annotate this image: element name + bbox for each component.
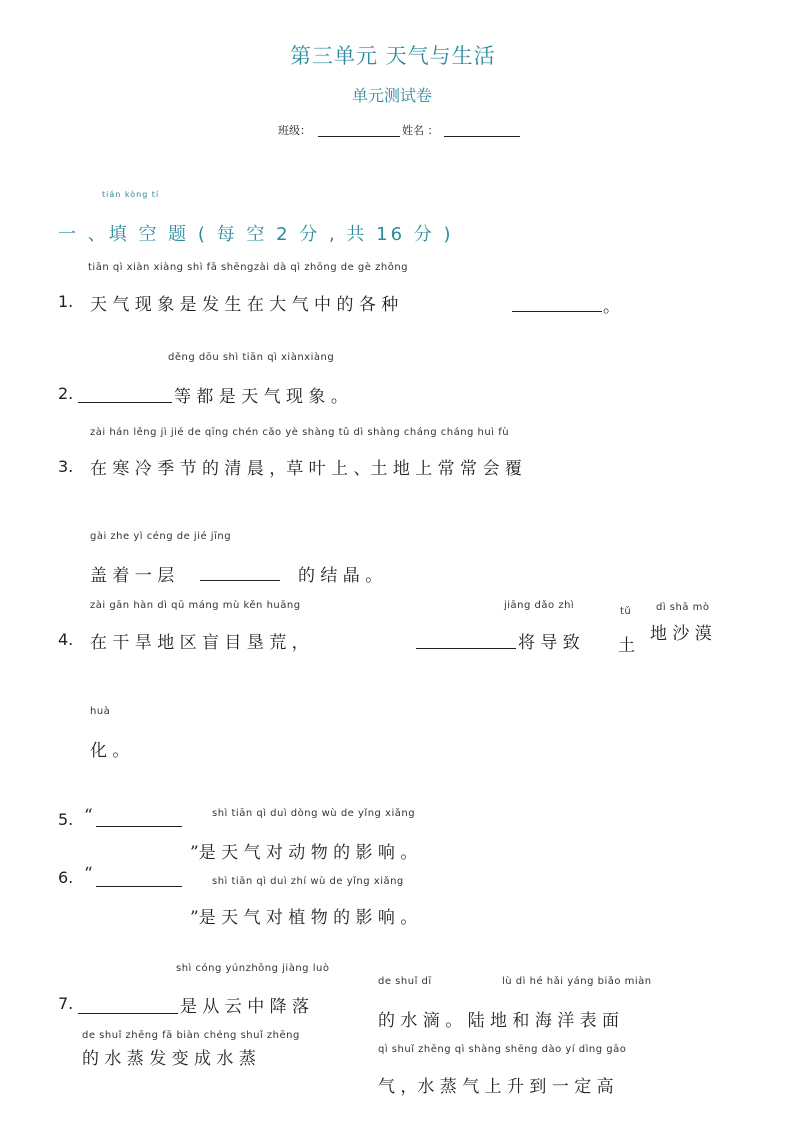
q4-pinyin-line2: huà xyxy=(90,706,111,717)
q5-answer-blank[interactable] xyxy=(96,826,182,827)
q7-text-e: 气 ，水 蒸 气 上 升 到 一 定 高 xyxy=(378,1077,614,1097)
q6-text: ”是 天 气 对 植 物 的 影 响 。 xyxy=(190,908,418,928)
q4-number: 4. xyxy=(58,630,74,649)
q4-pinyin-c: tǔ xyxy=(620,606,632,617)
q7-pinyin-e: qì shuǐ zhēng qì shàng shēng dào yí dìng gāo xyxy=(378,1044,627,1055)
q4-text-a: 在 干 旱 地 区 盲 目 垦 荒 ， xyxy=(90,633,309,653)
class-label: 班级： xyxy=(278,124,311,137)
q6-open-quote: “ xyxy=(84,864,93,884)
q4-text-d: 地 沙 漠 xyxy=(650,624,712,644)
q7-text-b: 的 水 滴 。 陆 地 和 海 洋 表 面 xyxy=(378,1011,620,1031)
q3-answer-blank[interactable] xyxy=(200,580,280,581)
q2-number: 2. xyxy=(58,384,74,403)
q5-number: 5. xyxy=(58,810,74,829)
q4-answer-blank[interactable] xyxy=(416,648,516,649)
section-title: 一 、填 空 题 ( 每 空 2 分 , 共 16 分 ) xyxy=(58,224,454,245)
q1-answer-blank[interactable] xyxy=(512,311,602,312)
q6-answer-blank[interactable] xyxy=(96,886,182,887)
q6-pinyin: shì tiān qì duì zhí wù de yǐng xiǎng xyxy=(212,876,404,887)
q7-pinyin-d: de shuǐ zhēng fā biàn chéng shuǐ zhēng xyxy=(82,1030,300,1041)
q1-end-punct: 。 xyxy=(603,297,620,317)
q3-number: 3. xyxy=(58,457,74,476)
q7-pinyin-a: shì cóng yúnzhōng jiàng luò xyxy=(176,963,330,974)
q4-pinyin-a: zài gān hàn dì qū máng mù kěn huāng xyxy=(90,600,301,611)
class-blank[interactable] xyxy=(318,136,400,137)
q3-text-line2a: 盖 着 一 层 xyxy=(90,566,175,586)
q4-text-b: 将 导 致 xyxy=(518,633,580,653)
q7-pinyin-c: lù dì hé hǎi yáng biǎo miàn xyxy=(502,976,652,987)
q4-pinyin-b: jiāng dǎo zhì xyxy=(504,600,575,611)
q3-text-line2b: 的 结 晶 。 xyxy=(298,566,383,586)
q7-text-a: 是 从 云 中 降 落 xyxy=(180,997,310,1017)
q3-pinyin-line1: zài hán lěng jì jié de qīng chén cǎo yè shàng tǔ dì shàng cháng cháng huì fù xyxy=(90,427,510,438)
q5-text: ”是 天 气 对 动 物 的 影 响 。 xyxy=(190,843,418,863)
q7-text-d: 的 水 蒸 发 变 成 水 蒸 xyxy=(82,1049,256,1069)
q7-pinyin-b: de shuǐ dī xyxy=(378,976,432,987)
section-pinyin: tián kòng tí xyxy=(102,190,160,199)
q5-open-quote: “ xyxy=(84,806,93,826)
q6-number: 6. xyxy=(58,868,74,887)
q4-text-line2: 化 。 xyxy=(90,741,130,761)
name-blank[interactable] xyxy=(444,136,520,137)
q1-pinyin: tiān qì xiàn xiàng shì fā shēngzài dà qì zhōng de gè zhǒng xyxy=(88,262,409,273)
page-title: 第三单元 天气与生活 xyxy=(290,44,496,68)
q1-text: 天 气 现 象 是 发 生 在 大 气 中 的 各 种 xyxy=(90,295,399,315)
q4-pinyin-d: dì shā mò xyxy=(656,602,710,613)
q7-answer-blank[interactable] xyxy=(78,1013,178,1014)
name-label: 姓名 ： xyxy=(402,124,439,137)
q3-text-line1: 在 寒 冷 季 节 的 清 晨 ，草 叶 上 、土 地 上 常 常 会 覆 xyxy=(90,459,522,479)
page-subtitle: 单元测试卷 xyxy=(352,86,433,105)
q2-pinyin: děng dōu shì tiān qì xiànxiàng xyxy=(168,352,335,363)
q2-answer-blank[interactable] xyxy=(78,402,172,403)
q1-number: 1. xyxy=(58,292,74,311)
q4-text-c: 土 xyxy=(618,636,635,656)
q5-pinyin: shì tiān qì duì dòng wù de yǐng xiǎng xyxy=(212,808,416,819)
q7-number: 7. xyxy=(58,994,74,1013)
q3-pinyin-line2: gài zhe yì céng de jié jīng xyxy=(90,531,232,542)
q2-text: 等 都 是 天 气 现 象 。 xyxy=(174,387,348,407)
